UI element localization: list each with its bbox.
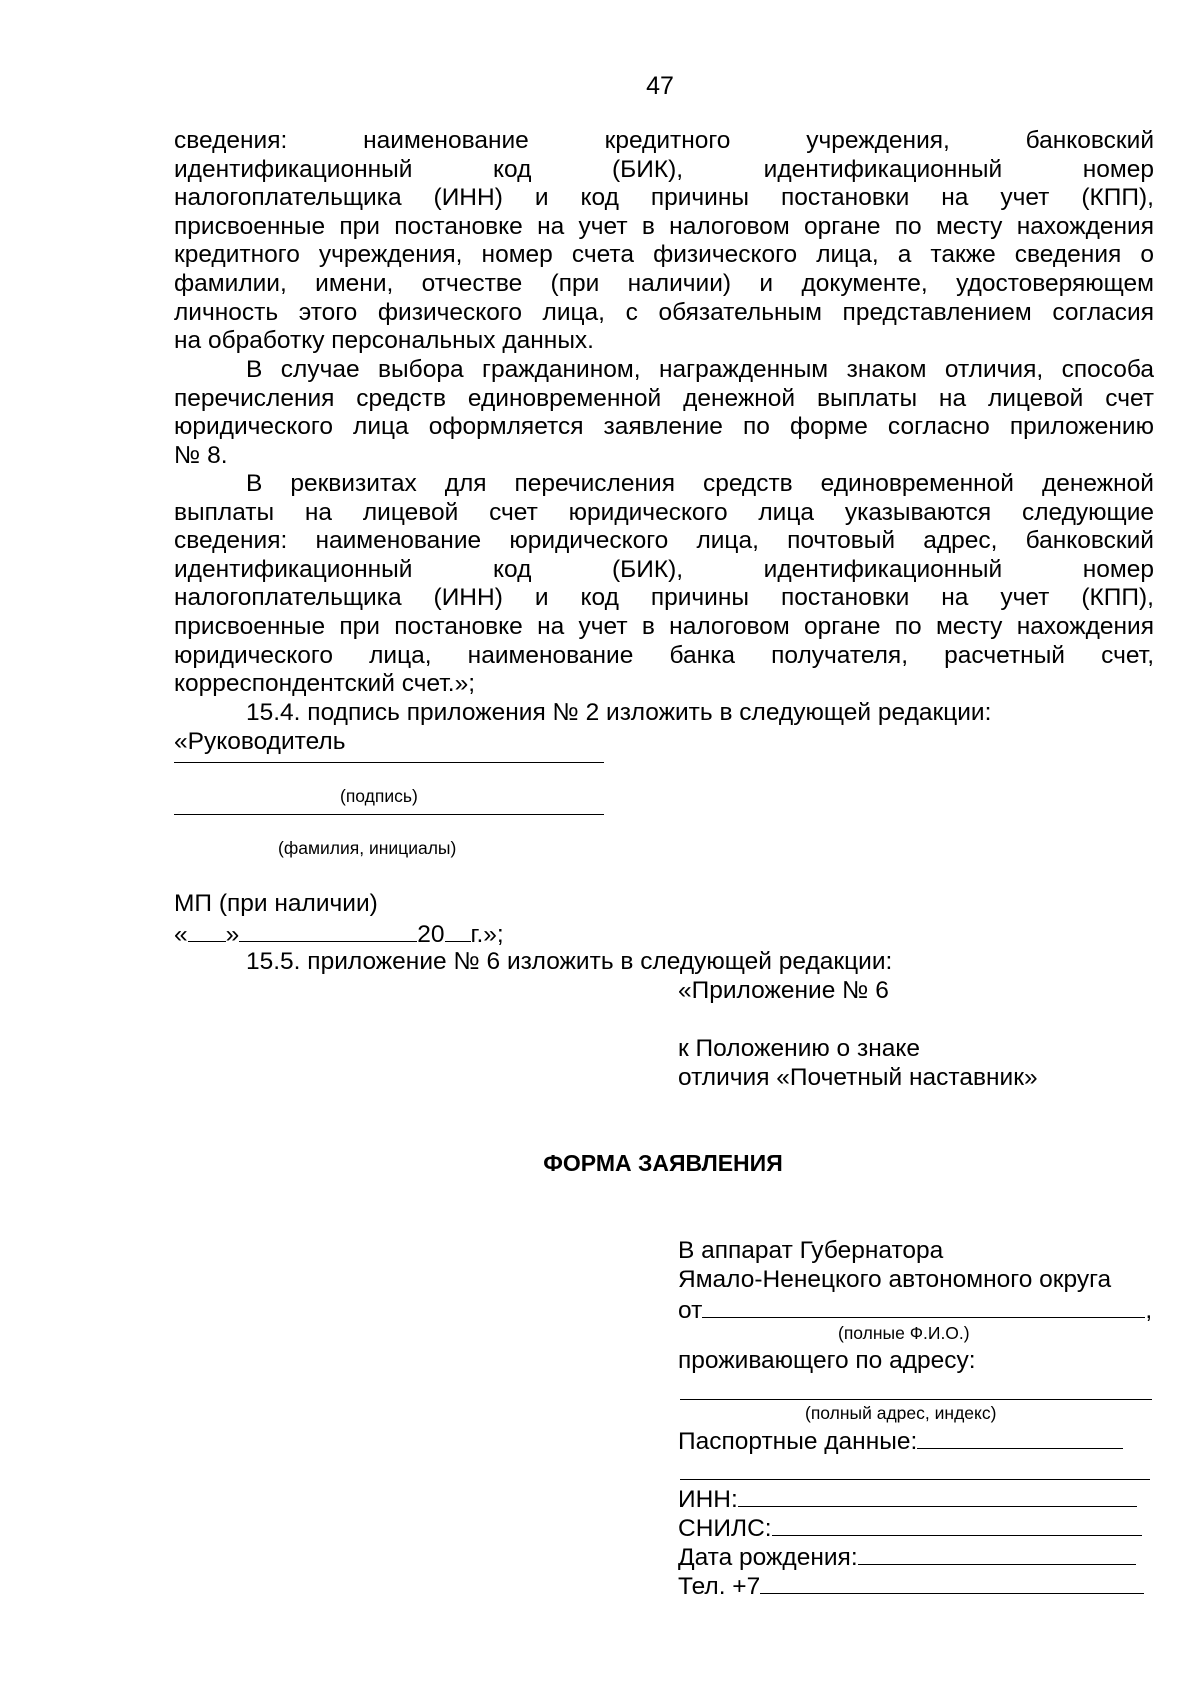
text-line: В случае выбора гражданином, награжденным знаком отличия, способа: [246, 356, 1154, 383]
paragraph-bank-details: [174, 127, 1154, 356]
date-suffix: г.»;: [470, 921, 504, 948]
text-line: идентификационный код (БИК), идентификационный номер: [174, 155, 1154, 183]
text-line: налогоплательщика (ИНН) и код причины постановки на учет (КПП),: [174, 584, 1154, 612]
text-line: юридического лица, наименование банка получателя, расчетный счет,: [174, 641, 1154, 669]
text-line: перечисления средств единовременной денежной выплаты на лицевой счет: [174, 384, 1154, 412]
snils-blank[interactable]: [772, 1513, 1142, 1536]
paragraph-legal-entity-details: [174, 470, 1154, 699]
passport-field[interactable]: [678, 1426, 1123, 1456]
fio-caption: (полные Ф.И.О.): [838, 1323, 970, 1343]
text-line: сведения: наименование юридического лица, почтовый адрес, банковский: [174, 527, 1154, 555]
text-line: № 8.: [174, 441, 228, 469]
date-year-prefix: 20: [417, 921, 445, 948]
day-blank: [188, 919, 226, 942]
text-line: сведения: наименование кредитного учреждения, банковский: [174, 127, 1154, 154]
phone-label: Тел. +7: [678, 1573, 761, 1600]
text-line: В реквизитах для перечисления средств единовременной денежной: [246, 470, 1154, 497]
passport-blank[interactable]: [917, 1426, 1123, 1449]
appendix-ref-line1: к Положению о знаке: [678, 1035, 920, 1062]
paragraph-legal-entity-choice: [174, 356, 1154, 470]
inn-field[interactable]: [678, 1484, 1137, 1514]
birthdate-field[interactable]: [678, 1542, 1136, 1572]
text-line: выплаты на лицевой счет юридического лица указываются следующие: [174, 498, 1154, 526]
addressee-line1: В аппарат Губернатора: [678, 1237, 944, 1264]
passport-continuation-line[interactable]: [680, 1479, 1150, 1480]
text-line: юридического лица оформляется заявление по форме согласно приложению: [174, 413, 1154, 441]
text-line: на обработку персональных данных.: [174, 327, 594, 355]
stamp-label: МП (при наличии): [174, 890, 378, 917]
from-field[interactable]: [678, 1295, 1152, 1325]
residing-label: проживающего по адресу:: [678, 1347, 976, 1374]
from-blank[interactable]: [702, 1295, 1145, 1318]
signature-line: [174, 762, 604, 763]
month-blank: [239, 919, 417, 942]
form-title: ФОРМА ЗАЯВЛЕНИЯ: [543, 1150, 783, 1176]
inn-label: ИНН:: [678, 1486, 738, 1513]
page-number: 47: [646, 72, 674, 100]
signature-caption: (подпись): [340, 786, 418, 806]
passport-label: Паспортные данные:: [678, 1428, 918, 1455]
appendix-ref-line2: отличия «Почетный наставник»: [678, 1064, 1038, 1091]
head-label: «Руководитель: [174, 728, 346, 755]
item-15-4: 15.4. подпись приложения № 2 изложить в следующей редакции:: [246, 699, 992, 726]
snils-label: СНИЛС:: [678, 1515, 772, 1542]
text-line: идентификационный код (БИК), идентификационный номер: [174, 555, 1154, 583]
birthdate-blank[interactable]: [858, 1542, 1136, 1565]
from-label: от: [678, 1297, 703, 1324]
phone-blank[interactable]: [760, 1571, 1144, 1594]
address-line[interactable]: [680, 1399, 1152, 1400]
text-line: фамилии, имени, отчестве (при наличии) и документе, удостоверяющем: [174, 269, 1154, 297]
date-line: [174, 919, 504, 949]
name-line: [174, 814, 604, 815]
birthdate-label: Дата рождения:: [678, 1544, 858, 1571]
text-line: налогоплательщика (ИНН) и код причины постановки на учет (КПП),: [174, 184, 1154, 212]
text-line: корреспондентский счет.»;: [174, 670, 476, 698]
date-open-quote: «: [174, 921, 188, 948]
phone-field[interactable]: [678, 1571, 1144, 1601]
name-caption: (фамилия, инициалы): [278, 838, 457, 858]
inn-blank[interactable]: [738, 1484, 1137, 1507]
text-line: присвоенные при постановке на учет в налоговом органе по месту нахождения: [174, 212, 1154, 240]
text-line: присвоенные при постановке на учет в налоговом органе по месту нахождения: [174, 612, 1154, 640]
snils-field[interactable]: [678, 1513, 1142, 1543]
year-blank: [445, 919, 471, 942]
appendix-label: «Приложение № 6: [678, 977, 889, 1004]
from-suffix: ,: [1145, 1297, 1153, 1324]
date-close-quote: »: [225, 921, 240, 948]
text-line: кредитного учреждения, номер счета физического лица, а также сведения о: [174, 241, 1154, 269]
address-caption: (полный адрес, индекс): [805, 1403, 997, 1423]
addressee-line2: Ямало-Ненецкого автономного округа: [678, 1266, 1112, 1293]
item-15-5: 15.5. приложение № 6 изложить в следующей редакции:: [246, 948, 893, 975]
text-line: личность этого физического лица, с обязательным представлением согласия: [174, 298, 1154, 326]
